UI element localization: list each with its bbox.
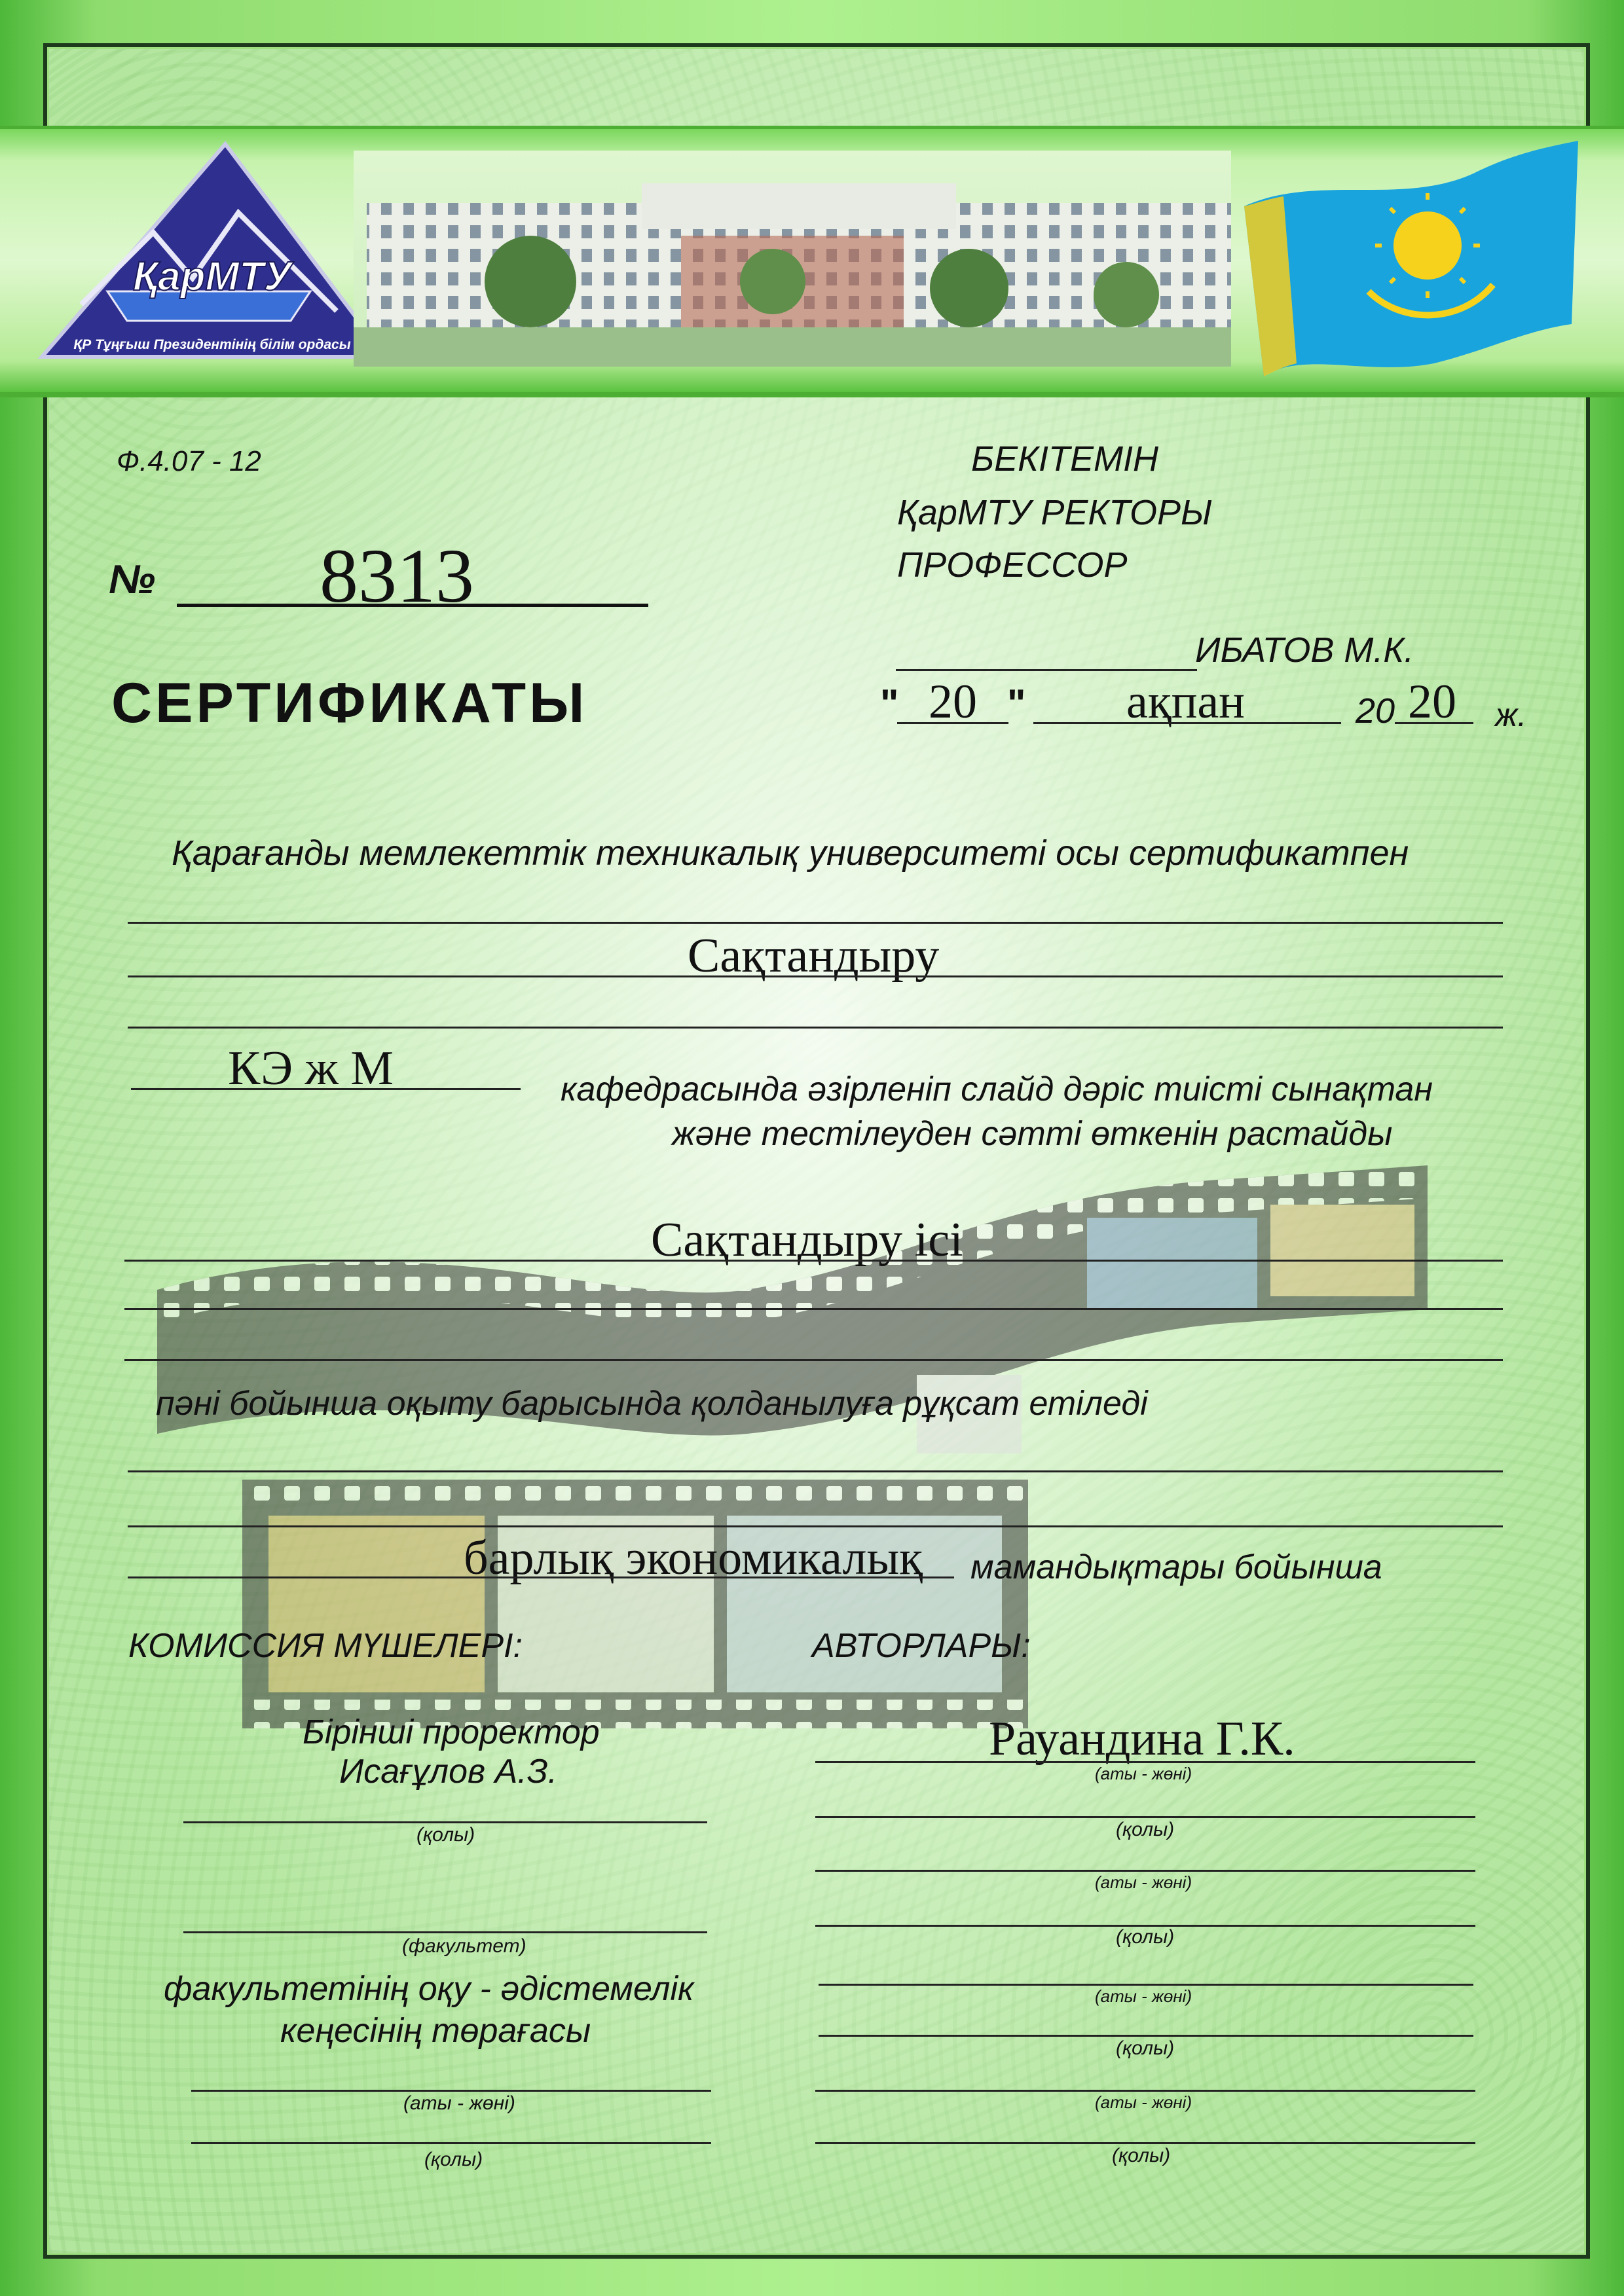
author-line-3 <box>815 1870 1475 1872</box>
body-line-6 <box>124 1359 1503 1361</box>
body-line-2 <box>128 975 1503 977</box>
author-label-5: (аты - жөні) <box>1095 1986 1192 2006</box>
date-quote-close: " <box>1007 682 1026 725</box>
body-line-8 <box>128 1525 1503 1527</box>
department-name: КЭ ж М <box>228 1042 394 1095</box>
author-label-7: (аты - жөні) <box>1095 2092 1192 2112</box>
date-year-line <box>1395 722 1473 724</box>
specialties-text: мамандықтары бойынша <box>970 1548 1382 1586</box>
author-label-4: (қолы) <box>1116 1926 1175 1948</box>
form-code: Ф.4.07 - 12 <box>117 445 261 477</box>
author-label-3: (аты - жөні) <box>1095 1872 1192 1892</box>
date-year-suffix: 20 <box>1408 675 1456 729</box>
department-text-2: және тестілеуден сәтті өткенін растайды <box>672 1115 1393 1153</box>
body-line-3 <box>128 1027 1503 1029</box>
approval-rector: ҚарМТУ РЕКТОРЫ <box>897 493 1212 532</box>
council-sign-label: (қолы) <box>424 2149 483 2170</box>
number-underline <box>177 604 648 607</box>
commission-name: Исағұлов А.З. <box>339 1753 558 1791</box>
body-line-1 <box>128 922 1503 924</box>
approval-professor: ПРОФЕССОР <box>897 545 1128 585</box>
logo-subtitle: ҚР Тұңғыш Президентінің білім ордасы <box>73 337 351 352</box>
department-line <box>131 1088 521 1090</box>
author-line-6 <box>819 2035 1473 2037</box>
certificate-title: СЕРТИФИКАТЫ <box>111 672 588 735</box>
body-line-4 <box>124 1260 1503 1262</box>
rector-name: ИБАТОВ М.К. <box>1195 630 1414 670</box>
date-year-unit: ж. <box>1495 697 1527 733</box>
date-month-line <box>1033 722 1341 724</box>
certificate-number: 8313 <box>320 533 474 619</box>
faculty-line <box>183 1931 707 1933</box>
body-line-7 <box>128 1470 1503 1472</box>
commission-role: Бірінші проректор <box>303 1713 600 1751</box>
subject-title: Сақтандыру <box>688 929 940 983</box>
author-line-5 <box>819 1984 1473 1986</box>
council-sign-line <box>191 2142 711 2144</box>
specialties-name: барлық экономикалық <box>464 1531 923 1585</box>
logo-text: ҚарМТУ <box>133 254 291 299</box>
date-quote-open: " <box>880 682 899 725</box>
kazakhstan-flag <box>1238 134 1591 383</box>
author-line-8 <box>815 2142 1475 2144</box>
body-line-5 <box>124 1308 1503 1310</box>
authors-heading: АВТОРЛАРЫ: <box>812 1627 1031 1665</box>
approval-heading: БЕКІТЕМІН <box>971 439 1158 479</box>
council-text-1: факультетінің оқу - әдістемелік <box>164 1970 694 2008</box>
author-line-2 <box>815 1816 1475 1818</box>
commission-sign-label: (қолы) <box>416 1824 475 1846</box>
faculty-label: (факультет) <box>402 1935 526 1957</box>
discipline-name: Сақтандыру ісі <box>651 1213 963 1267</box>
specialties-line <box>128 1576 954 1578</box>
date-month: ақпан <box>1126 675 1245 729</box>
date-day-line <box>897 722 1008 724</box>
rector-signature-line <box>896 669 1197 671</box>
date-year-prefix: 20 <box>1356 691 1395 731</box>
author-1-name: Рауандина Г.К. <box>989 1712 1295 1766</box>
commission-heading: КОМИССИЯ МҮШЕЛЕРІ: <box>128 1627 523 1665</box>
number-label: № <box>109 557 156 602</box>
council-name-label: (аты - жөні) <box>403 2092 515 2114</box>
author-label-2: (қолы) <box>1116 1819 1175 1840</box>
author-line-7 <box>815 2090 1475 2092</box>
author-label-8: (қолы) <box>1112 2145 1171 2166</box>
author-label-1: (аты - жөні) <box>1095 1764 1192 1783</box>
council-text-2: кеңесінің төрағасы <box>280 2012 591 2050</box>
university-logo <box>29 141 396 370</box>
department-text-1: кафедрасында әзірленіп слайд дәріс тиісті сынақтан <box>561 1070 1433 1108</box>
university-building-image <box>354 151 1231 367</box>
discipline-text: пәні бойынша оқыту барысында қолданылуға рұқсат етіледі <box>156 1385 1148 1423</box>
council-name-line <box>191 2090 711 2092</box>
author-label-6: (қолы) <box>1116 2037 1175 2059</box>
intro-text: Қарағанды мемлекеттік техникалық университеті осы сертификатпен <box>172 833 1409 873</box>
commission-sign-line <box>183 1821 707 1823</box>
author-line-1 <box>815 1761 1475 1763</box>
date-day: 20 <box>929 675 977 729</box>
